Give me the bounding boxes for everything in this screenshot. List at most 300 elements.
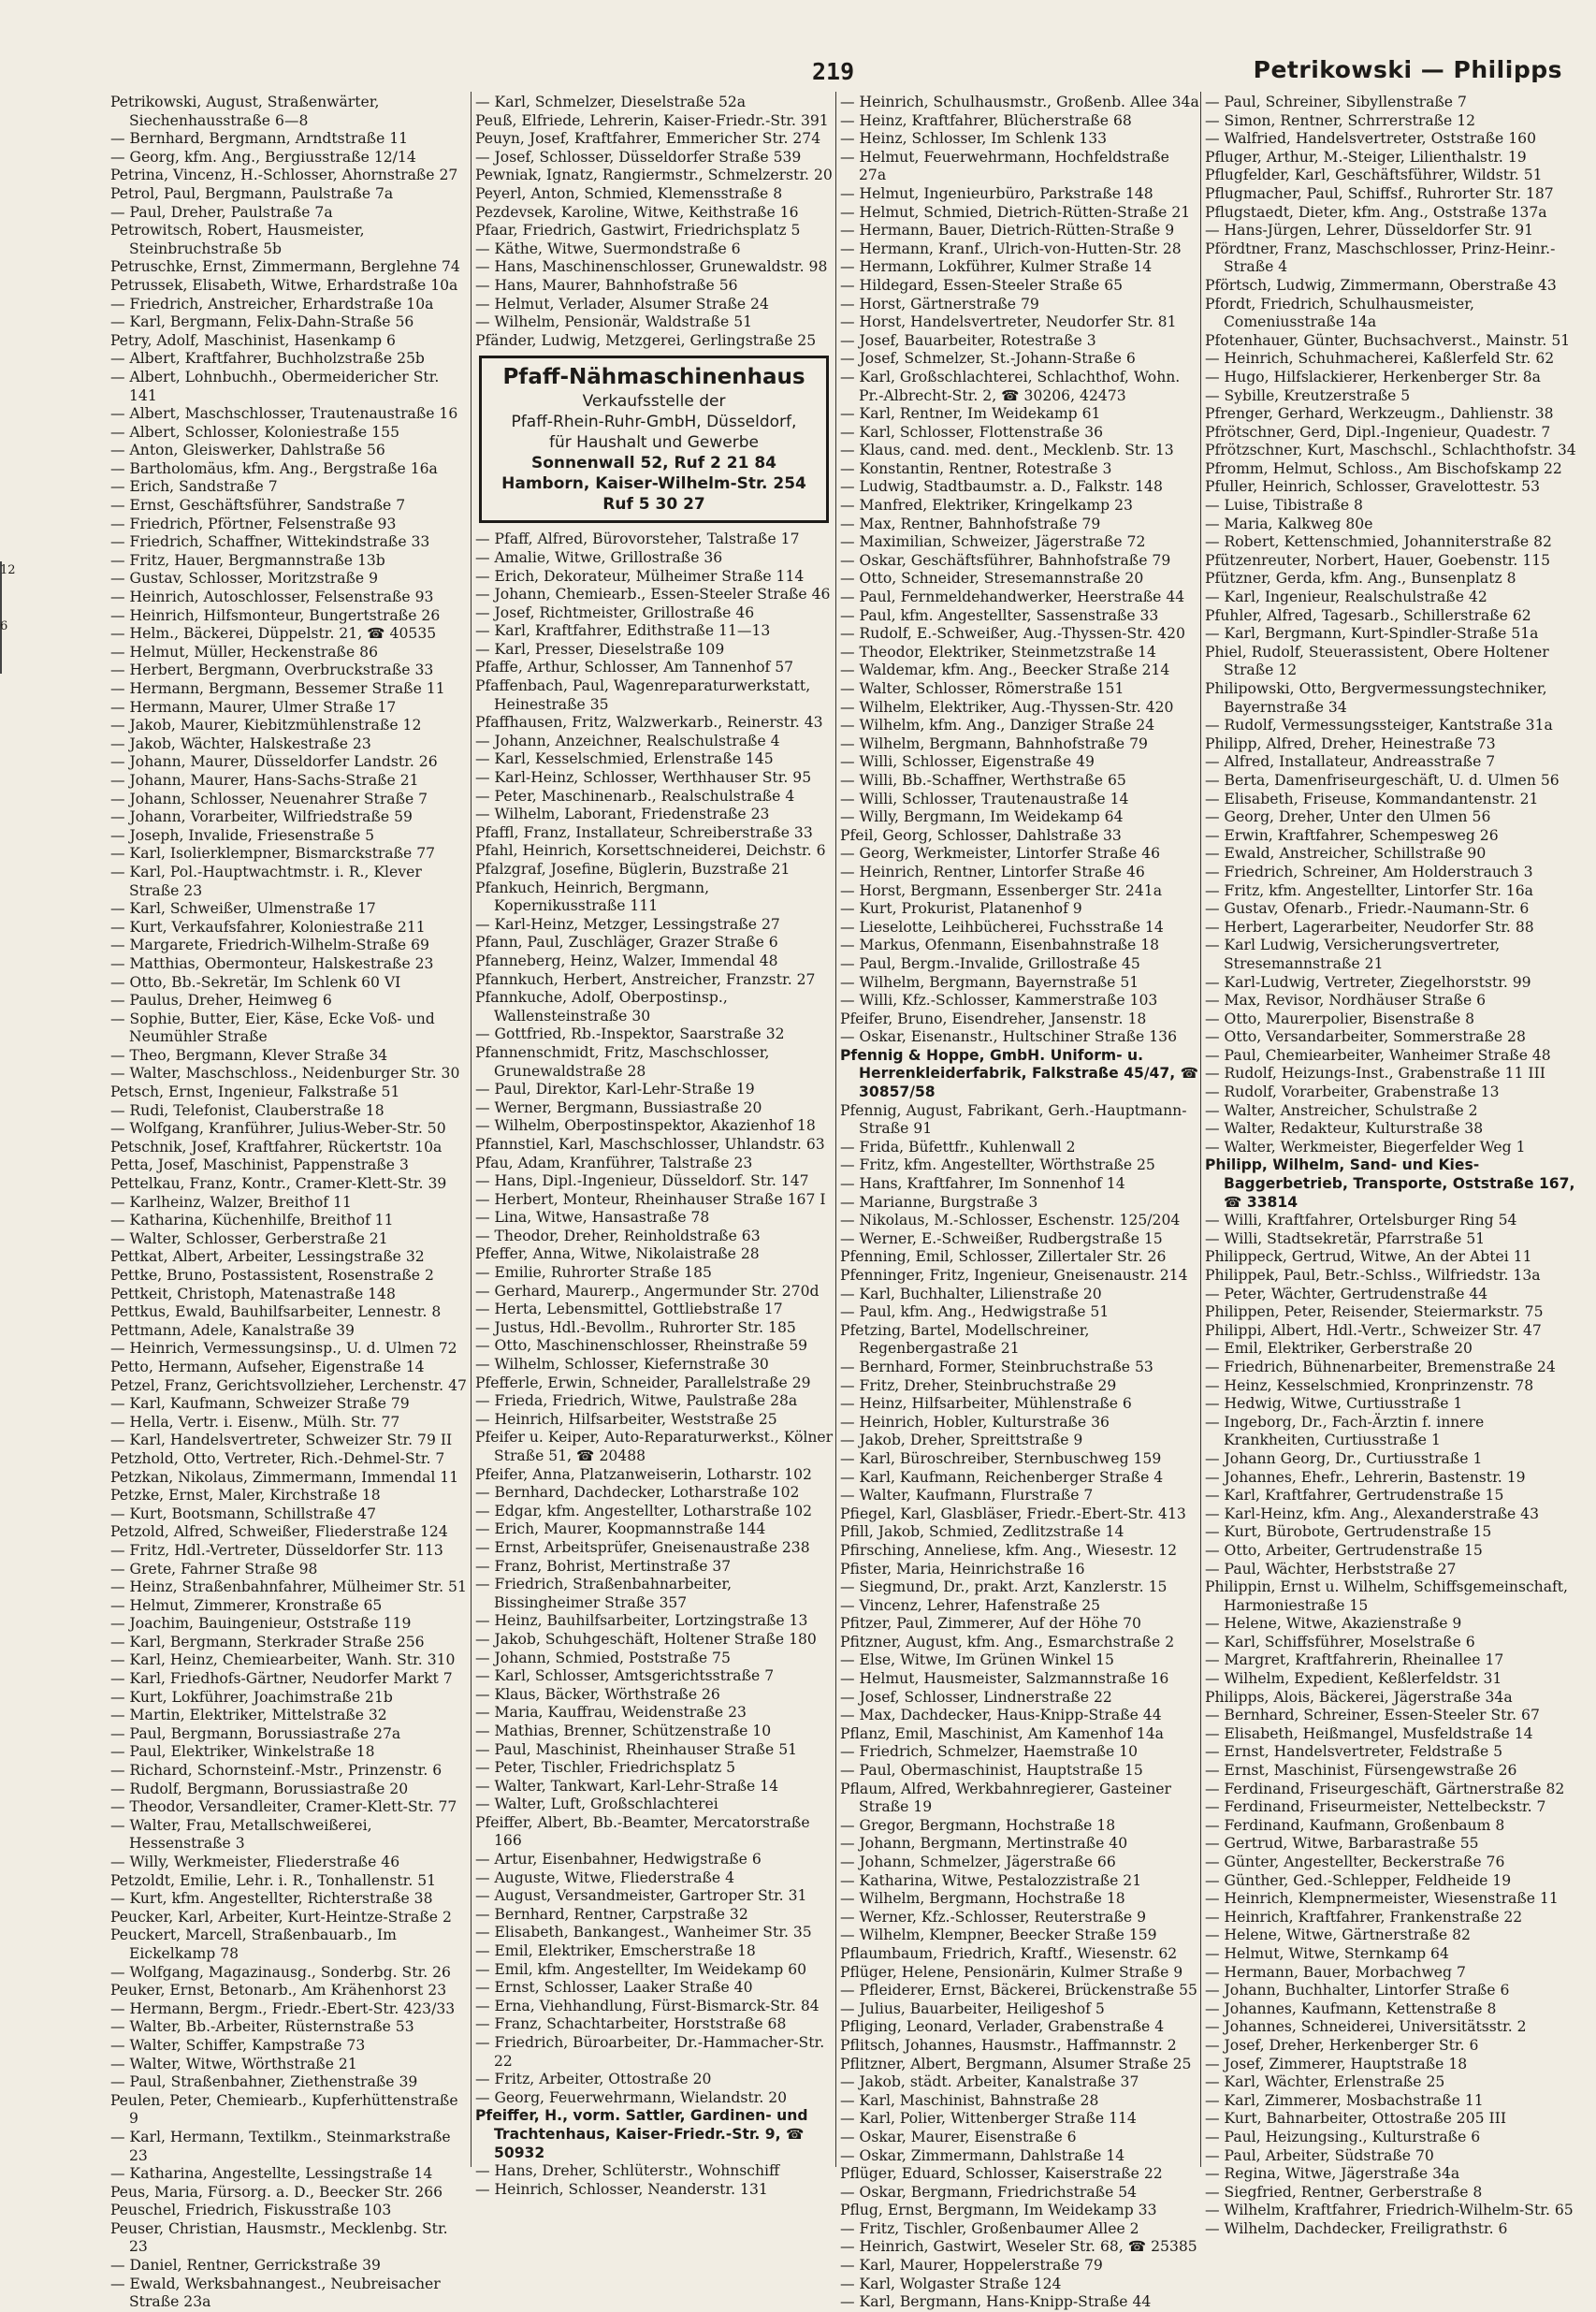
directory-entry: — Hermann, Bergm., Friedr.-Ebert-Str. 423/33 bbox=[110, 1999, 456, 2017]
directory-entry: — Helmut, Schmied, Dietrich-Rütten-Straße 21 bbox=[840, 203, 1191, 221]
directory-entry: — Friedrich, Straßenbahnarbeiter, Bissingheimer Straße 357 bbox=[475, 1576, 733, 1611]
directory-entry: — Heinrich, Gastwirt, Weseler Str. 68, ☎ 25385 bbox=[840, 2238, 1197, 2256]
directory-entry: Petruschke, Ernst, Zimmermann, Berglehne 74 bbox=[110, 258, 460, 276]
directory-entry: — Heinrich, Autoschlosser, Felsenstraße 93 bbox=[110, 589, 434, 606]
directory-entry: — Bernhard, Former, Steinbruchstraße 53 bbox=[840, 1358, 1153, 1375]
directory-entry: — Wilhelm, Expedient, Keßlerfeldstr. 31 bbox=[1205, 1670, 1502, 1688]
directory-entry: Philipowski, Otto, Bergvermessungstechniker, Bayernstraße 34 bbox=[1205, 680, 1547, 716]
directory-entry: Peyerl, Anton, Schmied, Klemensstraße 8 bbox=[475, 184, 783, 202]
directory-entry: — Gottfried, Rb.-Inspektor, Saarstraße 32 bbox=[475, 1025, 785, 1043]
directory-entry: — Elisabeth, Bankangest., Wanheimer Str. 35 bbox=[475, 1924, 812, 1941]
directory-entry: — Otto, Versandarbeiter, Sommerstraße 28 bbox=[1205, 1028, 1526, 1046]
directory-entry: — Karl, Presser, Dieselstraße 109 bbox=[475, 640, 725, 658]
directory-entry: — Wilhelm, Oberpostinspektor, Akazienhof 18 bbox=[475, 1117, 816, 1135]
directory-entry: — Oskar, Geschäftsführer, Bahnhofstraße 79 bbox=[840, 551, 1171, 569]
directory-entry: Philipps, Alois, Bäckerei, Jägerstraße 34a bbox=[1205, 1688, 1513, 1706]
ad-line: Pfaff-Rhein-Ruhr-GmbH, Düsseldorf, bbox=[511, 413, 797, 432]
directory-entry: — Otto, Maurerpolier, Bisenstraße 8 bbox=[1205, 1010, 1475, 1027]
directory-entry: — Walter, Werkmeister, Biegerfelder Weg 1 bbox=[1205, 1138, 1526, 1156]
directory-entry: — Ernst, Handelsvertreter, Feldstraße 5 bbox=[1205, 1743, 1503, 1761]
directory-entry: — Katharina, Küchenhilfe, Breithof 11 bbox=[110, 1212, 394, 1229]
directory-entry: Petto, Hermann, Aufseher, Eigenstraße 14 bbox=[110, 1358, 425, 1375]
directory-entry: Peuckert, Marcell, Straßenbauarb., Im Eickelkamp 78 bbox=[110, 1927, 397, 1962]
directory-entry: — Albert, Maschschlosser, Trautenaustraße 16 bbox=[110, 405, 458, 423]
directory-entry: — Klaus, Bäcker, Wörthstraße 26 bbox=[475, 1685, 720, 1703]
directory-entry: Pettkat, Albert, Arbeiter, Lessingstraße 32 bbox=[110, 1248, 425, 1266]
directory-entry: Philippen, Peter, Reisender, Steiermarkstr. 75 bbox=[1205, 1303, 1544, 1321]
directory-entry: — Kurt, Verkaufsfahrer, Koloniestraße 211 bbox=[110, 918, 426, 936]
directory-entry: Pfordt, Friedrich, Schulhausmeister, Comeniusstraße 14a bbox=[1205, 295, 1474, 331]
directory-entry: — Karl, Schweißer, Ulmenstraße 17 bbox=[110, 900, 376, 918]
directory-entry: — Robert, Kettenschmied, Johanniterstraße 82 bbox=[1205, 533, 1552, 551]
directory-entry: — Johann, Chemiearb., Essen-Steeler Straße 46 bbox=[475, 586, 831, 603]
directory-entry: Pflitzner, Albert, Bergmann, Alsumer Straße 25 bbox=[840, 2055, 1192, 2072]
directory-entry: — Hedwig, Witwe, Curtiusstraße 1 bbox=[1205, 1395, 1463, 1413]
directory-entry: Petschnik, Josef, Kraftfahrer, Rückertstr. 10a bbox=[110, 1138, 443, 1156]
directory-entry: — Simon, Rentner, Schrrerstraße 12 bbox=[1205, 111, 1476, 129]
directory-entry: Petzoldt, Emilie, Lehr. i. R., Tonhallenstr. 51 bbox=[110, 1871, 437, 1889]
directory-entry: Pettkeit, Christoph, Matenastraße 148 bbox=[110, 1285, 396, 1302]
directory-entry: — Kurt, Bootsmann, Schillstraße 47 bbox=[110, 1505, 377, 1522]
directory-entry: — Sophie, Butter, Eier, Käse, Ecke Voß- und Neumühler Straße bbox=[110, 1010, 435, 1046]
directory-entry: — Walter, Schlosser, Römerstraße 151 bbox=[840, 680, 1124, 697]
directory-entry: Pförtsch, Ludwig, Zimmermann, Oberstraße 43 bbox=[1205, 276, 1557, 294]
directory-entry: — Georg, kfm. Ang., Bergiusstraße 12/14 bbox=[110, 148, 416, 166]
directory-entry: — Amalie, Witwe, Grillostraße 36 bbox=[475, 548, 723, 566]
directory-entry: Pfalzgraf, Josefine, Büglerin, Buzstraße 21 bbox=[475, 861, 791, 878]
directory-entry: — Bartholomäus, kfm. Ang., Bergstraße 16a bbox=[110, 459, 438, 477]
directory-entry: Pfluger, Arthur, M.-Steiger, Lilienthalstr. 19 bbox=[1205, 148, 1527, 166]
directory-entry: — Friedrich, Schaffner, Wittekindstraße 33 bbox=[110, 533, 430, 551]
directory-entry: Pfützner, Gerda, kfm. Ang., Bunsenplatz 8 bbox=[1205, 570, 1516, 588]
directory-entry: Petsch, Ernst, Ingenieur, Falkstraße 51 bbox=[110, 1083, 400, 1101]
directory-entry: — Helene, Witwe, Gärtnerstraße 82 bbox=[1205, 1927, 1471, 1944]
directory-entry: Pfuhler, Alfred, Tagesarb., Schillerstraße 62 bbox=[1205, 606, 1531, 624]
directory-entry: — Karl, Buchhalter, Lilienstraße 20 bbox=[840, 1285, 1102, 1302]
directory-entry: Pfeiffer, H., vorm. Sattler, Gardinen- und Trachtenhaus, Kaiser-Friedr.-Str. 9, ☎ 50932 bbox=[475, 2107, 808, 2161]
directory-entry: — Hans, Maschinenschlosser, Grunewaldstr. 98 bbox=[475, 258, 828, 276]
directory-entry: — Karl-Heinz, Schlosser, Werthhauser Str. 95 bbox=[475, 769, 812, 787]
directory-entry: — Hermann, Bauer, Morbachweg 7 bbox=[1205, 1963, 1466, 1981]
directory-entry: Peuyn, Josef, Kraftfahrer, Emmericher Str. 274 bbox=[475, 130, 821, 148]
directory-entry: Peus, Maria, Fürsorg. a. D., Beecker Str. 266 bbox=[110, 2183, 443, 2201]
directory-entry: — Heinrich, Rentner, Lintorfer Straße 46 bbox=[840, 863, 1145, 880]
directory-entry: — Luise, Tibistraße 8 bbox=[1205, 497, 1363, 515]
directory-entry: — Ingeborg, Dr., Fach-Ärztin f. innere Krankheiten, Curtiusstraße 1 bbox=[1205, 1413, 1485, 1449]
directory-entry: Petzkan, Nikolaus, Zimmermann, Immendal 11 bbox=[110, 1468, 459, 1486]
directory-entry: — Hans, Dipl.-Ingenieur, Düsseldorf. Str. 147 bbox=[475, 1172, 809, 1190]
directory-entry: Philippek, Paul, Betr.-Schlss., Wilfriedstr. 13a bbox=[1205, 1267, 1541, 1284]
directory-entry: — Paul, Chemiearbeiter, Wanheimer Straße 48 bbox=[1205, 1046, 1551, 1064]
directory-entry: — Paul, Straßenbahner, Ziethenstraße 39 bbox=[110, 2073, 418, 2091]
directory-entry: — Paul, Direktor, Karl-Lehr-Straße 19 bbox=[475, 1081, 755, 1098]
directory-entry: — Pfleiderer, Ernst, Bäckerei, Brückenstraße 55 bbox=[840, 1982, 1197, 1999]
directory-entry: — Wilhelm, Klempner, Beecker Straße 159 bbox=[840, 1927, 1157, 1944]
directory-entry: — Siegfried, Rentner, Gerberstraße 8 bbox=[1205, 2183, 1483, 2201]
directory-entry: — Erna, Viehhandlung, Fürst-Bismarck-Str. 84 bbox=[475, 1997, 820, 2014]
directory-entry: Pfliging, Leonard, Verlader, Grabenstraße 4 bbox=[840, 2018, 1165, 2036]
directory-entry: Pfefferle, Erwin, Schneider, Parallelstraße 29 bbox=[475, 1374, 811, 1391]
directory-entry: — Gustav, Ofenarb., Friedr.-Naumann-Str. 6 bbox=[1205, 900, 1530, 918]
directory-entry: — Jakob, Schuhgeschäft, Holtener Straße 180 bbox=[475, 1630, 817, 1648]
directory-entry: Petzhold, Otto, Vertreter, Rich.-Dehmel-Str. 7 bbox=[110, 1449, 445, 1467]
directory-entry: — Karl, Wolgaster Straße 124 bbox=[840, 2275, 1062, 2292]
directory-entry: Pfann, Paul, Zuschläger, Grazer Straße 6 bbox=[475, 934, 778, 952]
directory-entry: — Karl, Ingenieur, Realschulstraße 42 bbox=[1205, 589, 1487, 606]
directory-entry: Pfankuch, Heinrich, Bergmann, Kopernikusstraße 111 bbox=[475, 879, 710, 915]
directory-entry: — Wilhelm, Bergmann, Hochstraße 18 bbox=[840, 1890, 1125, 1908]
directory-entry: — Regina, Witwe, Jägerstraße 34a bbox=[1205, 2165, 1460, 2183]
directory-entry: — Karl, Hermann, Textilkm., Steinmarkstraße 23 bbox=[110, 2128, 451, 2164]
directory-entry: — Georg, Dreher, Unter den Ulmen 56 bbox=[1205, 808, 1491, 826]
directory-entry: — Albert, Kraftfahrer, Buchholzstraße 25b bbox=[110, 350, 425, 368]
directory-entry: — Fritz, Arbeiter, Ottostraße 20 bbox=[475, 2071, 712, 2088]
directory-entry: — Hildegard, Essen-Steeler Straße 65 bbox=[840, 276, 1124, 294]
directory-entry: — Helmut, Zimmerer, Kronstraße 65 bbox=[110, 1596, 383, 1614]
directory-entry: — Willi, Bb.-Schaffner, Werthstraße 65 bbox=[840, 771, 1126, 789]
directory-entry: Philippin, Ernst u. Wilhelm, Schiffsgemeinschaft, Harmoniestraße 15 bbox=[1205, 1578, 1569, 1614]
directory-entry: — Willi, Schlosser, Trautenaustraße 14 bbox=[840, 790, 1129, 807]
directory-entry: — Karl, Rentner, Im Weidekamp 61 bbox=[840, 405, 1101, 423]
directory-entry: — Ernst, Geschäftsführer, Sandstraße 7 bbox=[110, 497, 406, 515]
directory-entry: — Karlheinz, Walzer, Breithof 11 bbox=[110, 1193, 352, 1211]
directory-entry: Pfrötzschner, Kurt, Maschschl., Schlachthofstr. 34 bbox=[1205, 442, 1576, 459]
directory-entry: — Rudolf, Bergmann, Borussiastraße 20 bbox=[110, 1780, 409, 1797]
directory-entry: — Johann, Maurer, Düsseldorfer Landstr. 26 bbox=[110, 753, 438, 771]
directory-entry: — Karl, Friedhofs-Gärtner, Neudorfer Markt 7 bbox=[110, 1670, 453, 1688]
directory-entry: — Karl, Bergmann, Felix-Dahn-Straße 56 bbox=[110, 313, 414, 331]
directory-entry: — Berta, Damenfriseurgeschäft, U. d. Ulmen 56 bbox=[1205, 771, 1560, 789]
directory-entry: — Josef, Bauarbeiter, Rotestraße 3 bbox=[840, 331, 1096, 349]
directory-entry: — Walter, Luft, Großschlachterei bbox=[475, 1796, 718, 1813]
directory-entry: — Erich, Sandstraße 7 bbox=[110, 478, 278, 496]
directory-entry: Pfützenreuter, Norbert, Hauer, Goebenstr. 115 bbox=[1205, 551, 1551, 569]
directory-entry: — Max, Revisor, Nordhäuser Straße 6 bbox=[1205, 992, 1487, 1010]
directory-entry: — Rudolf, E.-Schweißer, Aug.-Thyssen-Str. 420 bbox=[840, 625, 1185, 643]
ad-line: Verkaufsstelle der bbox=[582, 392, 726, 412]
directory-entry: — Oskar, Eisenanstr., Hultschiner Straße 136 bbox=[840, 1028, 1178, 1046]
directory-entry: Philippeck, Gertrud, Witwe, An der Abtei 11 bbox=[1205, 1248, 1532, 1266]
directory-entry: — Johannes, Ehefr., Lehrerin, Bastenstr. 19 bbox=[1205, 1468, 1526, 1486]
directory-entry: Pfaar, Friedrich, Gastwirt, Friedrichsplatz 5 bbox=[475, 222, 801, 240]
directory-entry: — Rudolf, Vorarbeiter, Grabenstraße 13 bbox=[1205, 1083, 1500, 1101]
directory-entry: — Helmut, Müller, Heckenstraße 86 bbox=[110, 643, 378, 661]
directory-entry: — Walter, Frau, Metallschweißerei, Hessenstraße 3 bbox=[110, 1816, 372, 1853]
directory-entry: — Johann, Schmied, Poststraße 75 bbox=[475, 1649, 731, 1666]
directory-entry: — Karl, Polier, Wittenberger Straße 114 bbox=[840, 2110, 1137, 2128]
directory-entry: — Karl, Kaufmann, Reichenberger Straße 4 bbox=[840, 1468, 1164, 1486]
directory-entry: — Helmut, Ingenieurbüro, Parkstraße 148 bbox=[840, 184, 1153, 202]
directory-entry: — Franz, Schachtarbeiter, Horststraße 68 bbox=[475, 2015, 787, 2033]
directory-entry: — Karl, Kesselschmied, Erlenstraße 145 bbox=[475, 750, 774, 768]
directory-entry: — Rudi, Telefonist, Clauberstraße 18 bbox=[110, 1101, 384, 1119]
directory-entry: — Nikolaus, M.-Schlosser, Eschenstr. 125/204 bbox=[840, 1212, 1181, 1229]
directory-entry: — Heinrich, Schulhausmstr., Großenb. Allee 34a bbox=[840, 94, 1199, 110]
directory-entry: Pflaumbaum, Friedrich, Kraftf., Wiesenstr. 62 bbox=[840, 1944, 1178, 1962]
directory-entry: — Franz, Bohrist, Mertinstraße 37 bbox=[475, 1557, 732, 1575]
directory-entry: Pfaffe, Arthur, Schlosser, Am Tannenhof 57 bbox=[475, 659, 794, 676]
directory-entry: — Justus, Hdl.-Bevollm., Ruhrorter Str. 185 bbox=[475, 1318, 796, 1336]
directory-entry: — Oskar, Zimmermann, Dahlstraße 14 bbox=[840, 2146, 1125, 2164]
directory-entry: Petrol, Paul, Bergmann, Paulstraße 7a bbox=[110, 184, 394, 202]
directory-entry: — Karl, Isolierklempner, Bismarckstraße 77 bbox=[110, 845, 436, 863]
directory-entry: — Paul, Obermaschinist, Hauptstraße 15 bbox=[840, 1762, 1143, 1780]
directory-entry: — Heinrich, Kraftfahrer, Frankenstraße 22 bbox=[1205, 1908, 1523, 1926]
directory-entry: — Friedrich, Bühnenarbeiter, Bremenstraße 24 bbox=[1205, 1358, 1556, 1375]
directory-entry: — Otto, Maschinenschlosser, Rheinstraße 59 bbox=[475, 1337, 808, 1355]
directory-entry: — Kurt, Prokurist, Platanenhof 9 bbox=[840, 900, 1082, 918]
directory-entry: — Heinrich, Hobler, Kulturstraße 36 bbox=[840, 1413, 1110, 1431]
directory-entry: Petta, Josef, Maschinist, Pappenstraße 3 bbox=[110, 1156, 409, 1174]
directory-entry: Pfill, Jakob, Schmied, Zedlitzstraße 14 bbox=[840, 1523, 1124, 1541]
directory-column-1 bbox=[110, 94, 470, 2311]
directory-entry: — Wilhelm, Dachdecker, Freiligrathstr. 6 bbox=[1205, 2219, 1508, 2237]
directory-entry: Pfanneberg, Heinz, Walzer, Immendal 48 bbox=[475, 952, 778, 969]
directory-entry: — Katharina, Witwe, Pestalozzistraße 21 bbox=[840, 1871, 1142, 1889]
directory-entry: — Julius, Bauarbeiter, Heiligeshof 5 bbox=[840, 1999, 1105, 2017]
directory-entry: — Erich, Maurer, Koopmannstraße 144 bbox=[475, 1520, 766, 1538]
directory-entry: — Karl, Heinz, Chemiearbeiter, Wanh. Str. 310 bbox=[110, 1651, 456, 1669]
directory-entry: — Heinrich, Klempnermeister, Wiesenstraße 11 bbox=[1205, 1890, 1559, 1908]
directory-entry: — Joseph, Invalide, Friesenstraße 5 bbox=[110, 826, 375, 844]
directory-entry: Pfrenger, Gerhard, Werkzeugm., Dahlienstr. 38 bbox=[1205, 405, 1554, 423]
directory-entry: — Sybille, Kreutzerstraße 5 bbox=[1205, 386, 1411, 404]
directory-entry: — Rudolf, Heizungs-Inst., Grabenstraße 11 III bbox=[1205, 1065, 1545, 1083]
directory-entry: — Johann, Maurer, Hans-Sachs-Straße 21 bbox=[110, 771, 419, 789]
directory-entry: — Karl, Kraftfahrer, Edithstraße 11—13 bbox=[475, 622, 771, 640]
directory-entry: — Herta, Lebensmittel, Gottliebstraße 17 bbox=[475, 1301, 783, 1318]
directory-entry: — Werner, Kfz.-Schlosser, Reuterstraße 9 bbox=[840, 1908, 1147, 1926]
running-head: Petrikowski — Philipps bbox=[1253, 56, 1562, 83]
directory-entry: Petrussek, Elisabeth, Witwe, Erhardstraße 10a bbox=[110, 276, 458, 294]
directory-entry: — Friedrich, Schreiner, Am Holderstrauch 3 bbox=[1205, 863, 1533, 880]
directory-entry: — Emil, kfm. Angestellter, Im Weidekamp 60 bbox=[475, 1960, 807, 1978]
directory-entry: Philipp, Alfred, Dreher, Heinestraße 73 bbox=[1205, 734, 1496, 752]
directory-entry: — Karl, Schlosser, Amtsgerichtsstraße 7 bbox=[475, 1667, 775, 1685]
directory-entry: — Kurt, kfm. Angestellter, Richterstraße 38 bbox=[110, 1890, 433, 1908]
directory-entry: — Johannes, Schneiderei, Universitätsstr. 2 bbox=[1205, 2018, 1527, 2036]
directory-entry: — Jakob, Maurer, Kiebitzmühlenstraße 12 bbox=[110, 717, 422, 734]
directory-entry: Pewniak, Ignatz, Rangiermstr., Schmelzerstr. 20 bbox=[475, 167, 833, 184]
directory-entry: Pfannkuche, Adolf, Oberpostinsp., Wallensteinstraße 30 bbox=[475, 989, 728, 1025]
directory-entry: — Georg, Werkmeister, Lintorfer Straße 46 bbox=[840, 845, 1161, 863]
directory-entry: Petzel, Franz, Gerichtsvollzieher, Lerchenstr. 47 bbox=[110, 1376, 467, 1394]
directory-entry: — Jakob, städt. Arbeiter, Kanalstraße 37 bbox=[840, 2073, 1139, 2091]
directory-entry: — Karl, Büroschreiber, Sternbuschweg 159 bbox=[840, 1449, 1162, 1467]
directory-entry: — Hans-Jürgen, Lehrer, Düsseldorfer Str. 91 bbox=[1205, 222, 1534, 240]
directory-entry: — Kurt, Bürobote, Gertrudenstraße 15 bbox=[1205, 1523, 1492, 1541]
directory-entry: — Elisabeth, Friseuse, Kommandantenstr. 21 bbox=[1205, 790, 1539, 807]
directory-entry: — Walfried, Handelsvertreter, Oststraße 160 bbox=[1205, 130, 1537, 148]
directory-entry: — Johannes, Kaufmann, Kettenstraße 8 bbox=[1205, 1999, 1497, 2017]
directory-entry: Petrowitsch, Robert, Hausmeister, Steinbruchstraße 5b bbox=[110, 222, 365, 257]
directory-entry: Phiel, Rudolf, Steuerassistent, Obere Holtener Straße 12 bbox=[1205, 643, 1549, 679]
directory-entry: Pflitsch, Johannes, Hausmstr., Haffmannstr. 2 bbox=[840, 2036, 1177, 2054]
directory-entry: Pfannkuch, Herbert, Anstreicher, Franzstr. 27 bbox=[475, 970, 816, 988]
directory-entry: — Bernhard, Dachdecker, Lotharstraße 102 bbox=[475, 1484, 800, 1502]
directory-entry: — Karl-Heinz, Metzger, Lessingstraße 27 bbox=[475, 915, 780, 933]
directory-entry: — Karl, Pol.-Hauptwachtmstr. i. R., Klever Straße 23 bbox=[110, 863, 422, 899]
pfaff-advertisement bbox=[479, 356, 829, 523]
directory-entry: — Josef, Schlosser, Düsseldorfer Straße 539 bbox=[475, 148, 802, 166]
directory-entry: Philipp, Wilhelm, Sand- und Kies-Baggerbetrieb, Transporte, Oststraße 167, ☎ 33814 bbox=[1205, 1156, 1575, 1211]
directory-entry: — Karl, Schiffsführer, Moselstraße 6 bbox=[1205, 1633, 1475, 1650]
directory-column-3 bbox=[840, 94, 1199, 2311]
directory-entry: — Werner, Bergmann, Bussiastraße 20 bbox=[475, 1098, 762, 1116]
directory-entry: Pettmann, Adele, Kanalstraße 39 bbox=[110, 1321, 355, 1339]
directory-entry: — August, Versandmeister, Gartroper Str. 31 bbox=[475, 1887, 807, 1905]
directory-entry: — Karl, Großschlachterei, Schlachthof, Wohn. Pr.-Albrecht-Str. 2, ☎ 30206, 42473 bbox=[840, 368, 1181, 404]
directory-entry: — Helmut, Hausmeister, Salzmannstraße 16 bbox=[840, 1670, 1169, 1688]
directory-entry: — Katharina, Angestellte, Lessingstraße 14 bbox=[110, 2165, 433, 2183]
directory-entry: — Hans, Maurer, Bahnhofstraße 56 bbox=[475, 276, 738, 294]
directory-entry: — Vincenz, Lehrer, Hafenstraße 25 bbox=[840, 1596, 1101, 1614]
directory-entry: Pfetzing, Bartel, Modellschreiner, Regenbergastraße 21 bbox=[840, 1321, 1090, 1358]
directory-entry: — Willi, Schlosser, Eigenstraße 49 bbox=[840, 753, 1095, 771]
directory-entry: Pflaum, Alfred, Werkbahnregierer, Gasteiner Straße 19 bbox=[840, 1780, 1171, 1816]
directory-entry: — Wilhelm, kfm. Ang., Danziger Straße 24 bbox=[840, 717, 1155, 734]
directory-entry: Pettelkau, Franz, Kontr., Cramer-Klett-Str. 39 bbox=[110, 1175, 447, 1193]
directory-entry: — Maximilian, Schweizer, Jägerstraße 72 bbox=[840, 533, 1146, 551]
directory-entry: — Willi, Stadtsekretär, Pfarrstraße 51 bbox=[1205, 1229, 1486, 1247]
directory-entry: — Fritz, Dreher, Steinbruchstraße 29 bbox=[840, 1376, 1117, 1394]
directory-entry: — Maria, Kauffrau, Weidenstraße 23 bbox=[475, 1704, 747, 1722]
directory-entry: — Elisabeth, Heißmangel, Musfeldstraße 14 bbox=[1205, 1724, 1533, 1742]
directory-entry: — Josef, Zimmerer, Hauptstraße 18 bbox=[1205, 2055, 1468, 2072]
directory-entry: — Heinz, Straßenbahnfahrer, Mülheimer Str. 51 bbox=[110, 1578, 467, 1596]
directory-entry: — Marianne, Burgstraße 3 bbox=[840, 1193, 1038, 1211]
directory-entry: — Waldemar, kfm. Ang., Beecker Straße 214 bbox=[840, 662, 1170, 679]
directory-entry: — Paul, Fernmeldehandwerker, Heerstraße 44 bbox=[840, 589, 1185, 606]
directory-entry: Pfitzner, August, kfm. Ang., Esmarchstraße 2 bbox=[840, 1633, 1175, 1650]
directory-entry: — Auguste, Witwe, Fliederstraße 4 bbox=[475, 1869, 735, 1886]
directory-entry: — Heinz, Schlosser, Im Schlenk 133 bbox=[840, 130, 1108, 148]
directory-entry: — Frieda, Friedrich, Witwe, Paulstraße 28a bbox=[475, 1392, 798, 1410]
directory-entry: — Johann, Schmelzer, Jägerstraße 66 bbox=[840, 1854, 1116, 1870]
directory-entry: — Heinrich, Schlosser, Neanderstr. 131 bbox=[475, 2180, 768, 2198]
directory-entry: — Johann, Schlosser, Neuenahrer Straße 7 bbox=[110, 790, 428, 807]
directory-entry: — Albert, Schlosser, Koloniestraße 155 bbox=[110, 423, 400, 441]
directory-entry: — Anton, Gleiswerker, Dahlstraße 56 bbox=[110, 442, 385, 459]
directory-entry: — Karl, Bergmann, Kurt-Spindler-Straße 51a bbox=[1205, 625, 1539, 643]
directory-entry: — Wilhelm, Bergmann, Bayernstraße 51 bbox=[840, 973, 1139, 991]
directory-entry: Pfaffenbach, Paul, Wagenreparaturwerkstatt, Heinestraße 35 bbox=[475, 677, 811, 713]
directory-entry: Pfau, Adam, Kranführer, Talstraße 23 bbox=[475, 1154, 753, 1171]
directory-entry: — Karl-Ludwig, Vertreter, Ziegelhorststr. 99 bbox=[1205, 973, 1531, 991]
directory-entry: Pflüger, Helene, Pensionärin, Kulmer Straße 9 bbox=[840, 1963, 1183, 1981]
directory-entry: — Helmut, Verlader, Alsumer Straße 24 bbox=[475, 295, 769, 313]
directory-entry: — Paul, Wächter, Herbststraße 27 bbox=[1205, 1560, 1457, 1578]
directory-entry: Pfeifer, Anna, Platzanweiserin, Lotharstr. 102 bbox=[475, 1465, 812, 1483]
directory-entry: — Horst, Gärtnerstraße 79 bbox=[840, 295, 1039, 313]
directory-entry: — Margret, Kraftfahrerin, Rheinallee 17 bbox=[1205, 1651, 1504, 1669]
directory-entry: Petry, Adolf, Maschinist, Hasenkamp 6 bbox=[110, 331, 396, 349]
directory-entry: — Hermann, Lokführer, Kulmer Straße 14 bbox=[840, 258, 1153, 276]
directory-entry: — Hans, Dreher, Schlüterstr., Wohnschiff bbox=[475, 2162, 780, 2180]
directory-entry: — Ludwig, Stadtbaumstr. a. D., Falkstr. 148 bbox=[840, 478, 1163, 496]
directory-entry: — Paul, Schreiner, Sibyllenstraße 7 bbox=[1205, 94, 1467, 110]
directory-entry: — Rudolf, Vermessungssteiger, Kantstraße 31a bbox=[1205, 717, 1553, 734]
directory-entry: — Karl, Maschinist, Bahnstraße 28 bbox=[840, 2091, 1099, 2109]
directory-entry: — Albert, Lohnbuchh., Obermeidericher Str. 141 bbox=[110, 368, 440, 404]
directory-entry: — Josef, Schmelzer, St.-Johann-Straße 6 bbox=[840, 350, 1136, 368]
directory-entry: — Hella, Vertr. i. Eisenw., Mülh. Str. 77 bbox=[110, 1413, 400, 1431]
directory-entry: — Werner, E.-Schweißer, Rudbergstraße 15 bbox=[840, 1229, 1163, 1247]
directory-entry: — Wolfgang, Kranführer, Julius-Weber-Str. 50 bbox=[110, 1120, 446, 1138]
directory-entry: — Heinz, Bauhilfsarbeiter, Lortzingstraße 13 bbox=[475, 1612, 808, 1630]
directory-entry: — Karl, Zimmerer, Mosbachstraße 11 bbox=[1205, 2091, 1484, 2109]
directory-entry: Pfiegel, Karl, Glasbläser, Friedr.-Ebert-Str. 413 bbox=[840, 1505, 1186, 1522]
directory-entry: Petrina, Vincenz, H.-Schlosser, Ahornstraße 27 bbox=[110, 167, 458, 184]
ad-line: Hamborn, Kaiser-Wilhelm-Str. 254 bbox=[501, 474, 806, 494]
directory-entry: — Hugo, Hilfslackierer, Herkenberger Str. 8a bbox=[1205, 368, 1541, 385]
directory-entry: — Pfaff, Alfred, Bürovorsteher, Talstraße 17 bbox=[475, 531, 800, 548]
column-rule bbox=[1200, 92, 1201, 2167]
directory-entry: — Jakob, Dreher, Spreittstraße 9 bbox=[840, 1432, 1083, 1449]
directory-entry: — Fritz, Hdl.-Vertreter, Düsseldorfer Str. 113 bbox=[110, 1541, 443, 1559]
directory-entry: — Wilhelm, Bergmann, Bahnhofstraße 79 bbox=[840, 734, 1148, 752]
directory-entry: — Fritz, Tischler, Großenbaumer Allee 2 bbox=[840, 2219, 1139, 2237]
directory-entry: — Otto, Bb.-Sekretär, Im Schlenk 60 VI bbox=[110, 973, 401, 991]
directory-entry: — Günter, Angestellter, Beckerstraße 76 bbox=[1205, 1854, 1505, 1870]
directory-column-4 bbox=[1205, 94, 1579, 2237]
directory-entry: Peucker, Karl, Arbeiter, Kurt-Heintze-Straße 2 bbox=[110, 1908, 452, 1926]
directory-entry: — Käthe, Witwe, Suermondstraße 6 bbox=[475, 240, 741, 257]
directory-entry: — Georg, Feuerwehrmann, Wielandstr. 20 bbox=[475, 2088, 788, 2106]
directory-entry: — Walter, Tankwart, Karl-Lehr-Straße 14 bbox=[475, 1777, 779, 1795]
directory-entry: — Theodor, Versandleiter, Cramer-Klett-Str. 77 bbox=[110, 1798, 457, 1816]
directory-entry: — Josef, Dreher, Herkenberger Str. 6 bbox=[1205, 2036, 1479, 2054]
directory-entry: Pfotenhauer, Günter, Buchsachverst., Mainstr. 51 bbox=[1205, 331, 1571, 349]
directory-entry: Pfirsching, Anneliese, kfm. Ang., Wiesestr. 12 bbox=[840, 1541, 1178, 1559]
directory-entry: — Karl, Kaufmann, Schweizer Straße 79 bbox=[110, 1395, 410, 1413]
directory-entry: — Karl, Schlosser, Flottenstraße 36 bbox=[840, 423, 1104, 441]
directory-entry: Pfuller, Heinrich, Schlosser, Gravelottestr. 53 bbox=[1205, 478, 1541, 496]
edge-mark-bottom: 6 bbox=[0, 619, 8, 633]
directory-entry: — Johann, Buchhalter, Lintorfer Straße 6 bbox=[1205, 1982, 1510, 1999]
directory-entry: — Kurt, Lokführer, Joachimstraße 21b bbox=[110, 1688, 393, 1706]
directory-entry: — Paulus, Dreher, Heimweg 6 bbox=[110, 992, 332, 1010]
directory-entry: — Karl, Bergmann, Sterkrader Straße 256 bbox=[110, 1633, 425, 1650]
directory-entry: — Friedrich, Anstreicher, Erhardstraße 10a bbox=[110, 295, 434, 313]
directory-entry: — Karl, Wächter, Erlenstraße 25 bbox=[1205, 2073, 1445, 2091]
directory-entry: — Max, Dachdecker, Haus-Knipp-Straße 44 bbox=[840, 1707, 1162, 1724]
directory-entry: — Otto, Arbeiter, Gertrudenstraße 15 bbox=[1205, 1541, 1483, 1559]
directory-entry: — Josef, Richtmeister, Grillostraße 46 bbox=[475, 603, 755, 621]
directory-entry: — Wilhelm, Elektriker, Aug.-Thyssen-Str. 420 bbox=[840, 698, 1174, 716]
directory-entry: — Manfred, Elektriker, Kringelkamp 23 bbox=[840, 497, 1133, 515]
directory-entry: — Peter, Maschinenarb., Realschulstraße 4 bbox=[475, 787, 795, 805]
directory-entry: — Gertrud, Witwe, Barbarastraße 55 bbox=[1205, 1835, 1479, 1853]
directory-entry: — Paul, Arbeiter, Südstraße 70 bbox=[1205, 2146, 1434, 2164]
directory-entry: Pfannstiel, Karl, Maschschlosser, Uhlandstr. 63 bbox=[475, 1135, 825, 1153]
directory-entry: — Oskar, Maurer, Eisenstraße 6 bbox=[840, 2128, 1077, 2145]
directory-entry: Pfahl, Heinrich, Korsettschneiderei, Deichstr. 6 bbox=[475, 842, 826, 860]
directory-entry: — Ewald, Werksbahnangest., Neubreisacher Straße 23a bbox=[110, 2275, 441, 2311]
directory-entry: — Matthias, Obermonteur, Halskestraße 23 bbox=[110, 954, 434, 972]
directory-entry: — Ferdinand, Kaufmann, Großenbaum 8 bbox=[1205, 1816, 1505, 1834]
directory-entry: — Walter, Schlosser, Gerberstraße 21 bbox=[110, 1229, 388, 1247]
directory-entry: — Johann, Vorarbeiter, Wilfriedstraße 59 bbox=[110, 808, 413, 826]
directory-entry: — Alfred, Installateur, Andreasstraße 7 bbox=[1205, 753, 1496, 771]
directory-entry: — Bernhard, Schreiner, Essen-Steeler Str. 67 bbox=[1205, 1707, 1540, 1724]
directory-entry: — Karl, Bergmann, Hans-Knipp-Straße 44 bbox=[840, 2293, 1152, 2311]
directory-entry: — Ewald, Anstreicher, Schillstraße 90 bbox=[1205, 845, 1487, 863]
directory-entry: Peuser, Christian, Hausmstr., Mecklenbg. Str. 23 bbox=[110, 2219, 448, 2256]
directory-entry: — Grete, Fahrner Straße 98 bbox=[110, 1560, 318, 1578]
directory-entry: — Martin, Elektriker, Mittelstraße 32 bbox=[110, 1707, 387, 1724]
directory-entry: — Hermann, Bergmann, Bessemer Straße 11 bbox=[110, 680, 445, 697]
